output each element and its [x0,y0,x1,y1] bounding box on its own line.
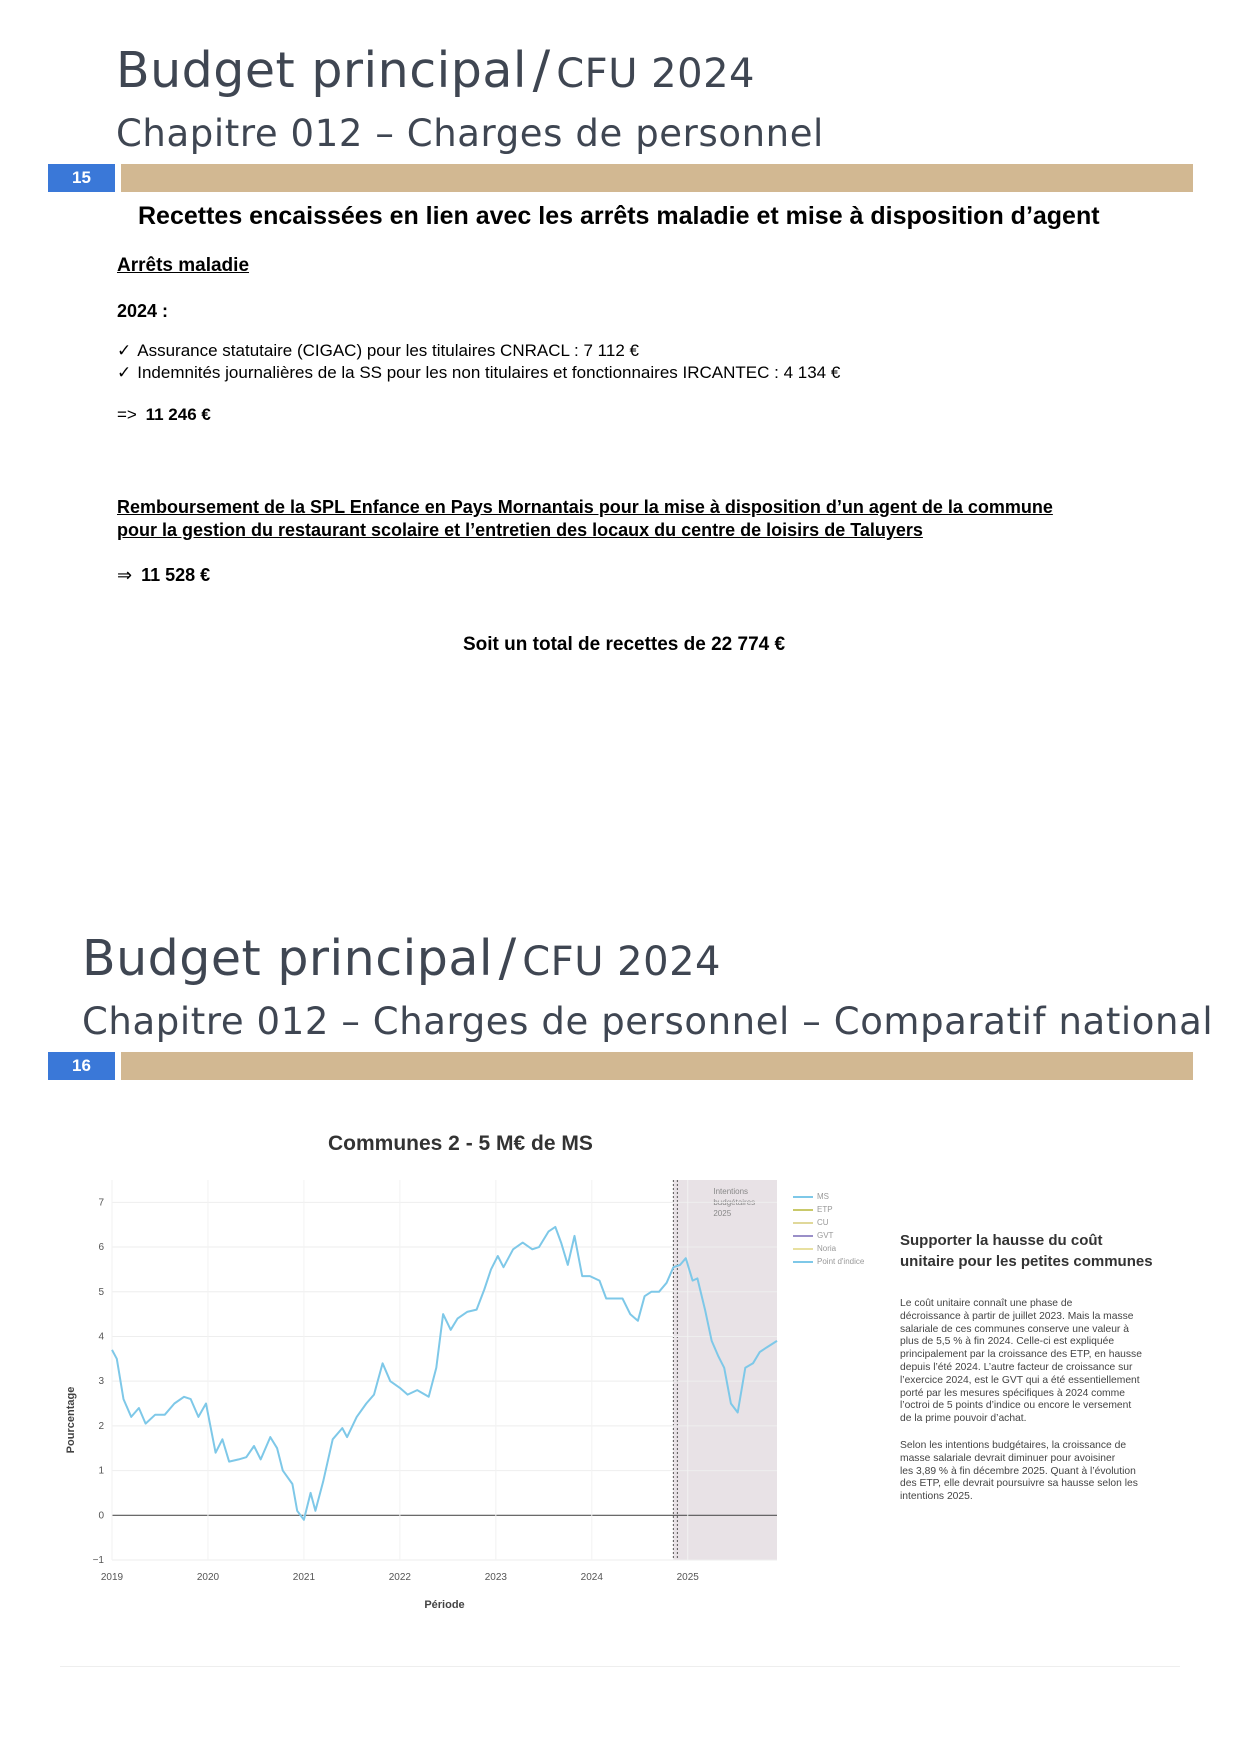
page15-title-main: Budget principal [116,42,528,99]
y-tick-label: 4 [98,1331,104,1343]
check-icon: ✓ [117,341,132,360]
legend-swatch [793,1209,813,1211]
side-title [900,1230,1153,1272]
subtotal-spl-value: 11 528 € [141,565,211,585]
forecast-region-label: 2025 [713,1209,732,1218]
bottom-divider [60,1666,1180,1667]
side-text-line: les 3,89 % à fin décembre 2025. Quant à l’évolution [900,1465,1136,1477]
y-tick-label: 5 [98,1286,104,1298]
section-spl-title [117,496,1053,542]
section-arrets-maladie-title: Arrêts maladie [117,255,250,276]
list-item-text: Assurance statutaire (CIGAC) pour les titulaires CNRACL : 7 112 € [137,341,639,360]
side-text-line: principalement par la croissance des ETP, en hausse [900,1349,1142,1361]
list-item [117,341,840,363]
y-tick-label: −1 [92,1555,104,1566]
x-tick-label: 2025 [676,1572,699,1583]
legend-item [793,1203,864,1216]
list-item [117,363,840,385]
page15-title-slash: / [532,40,551,100]
legend-label: MS [817,1192,829,1201]
legend-swatch [793,1196,813,1198]
y-tick-label: 1 [98,1465,104,1477]
subtotal-spl [117,565,210,586]
page16-header-bar [121,1052,1193,1080]
page16-title-main: Budget principal [82,930,494,987]
side-text-line: Selon les intentions budgétaires, la croissance de [900,1440,1127,1451]
side-text-line: plus de 5,5 % à fin 2024. Celle-ci est expliquée [900,1336,1115,1348]
y-tick-label: 7 [98,1197,104,1209]
side-text-line: décroissance à partir de juillet 2023. Mais la masse [900,1310,1134,1322]
page15-header-bar [121,164,1193,192]
x-tick-label: 2022 [388,1572,412,1583]
side-paragraph-1 [900,1298,1180,1426]
subtotal-arrets [117,405,211,425]
legend-swatch [793,1248,813,1250]
side-text-line: des ETP, elle devrait poursuivre sa hausse selon les [900,1478,1138,1490]
side-text-line: porté par les mesures spécifiques à 2024 comme [900,1387,1125,1399]
y-tick-label: 3 [98,1376,104,1388]
arrow-icon: => [117,405,137,424]
page15-heading: Recettes encaissées en lien avec les arrêts maladie et mise à disposition d’agent [138,202,1100,230]
side-text-line: intentions 2025. [900,1491,973,1503]
y-axis-label: Pourcentage [65,1386,77,1454]
list-item-text: Indemnités journalières de la SS pour les non titulaires et fonctionnaires IRCANTEC : 4 134 € [137,363,841,382]
side-text-line: depuis l’été 2024. L’autre facteur de croissance sur [900,1361,1133,1373]
legend-swatch [793,1235,813,1237]
x-tick-label: 2021 [292,1572,316,1583]
side-text-line: Le coût unitaire connaît une phase de [900,1298,1073,1309]
page16-title-cfu: CFU 2024 [522,939,721,985]
section-spl-title-line2: pour la gestion du restaurant scolaire et l’entretien des locaux du centre de loisirs de Taluyers [117,520,923,540]
y-tick-label: 0 [98,1510,104,1522]
line-chart [60,1180,820,1620]
legend-swatch [793,1222,813,1224]
legend-item [793,1216,864,1229]
legend-label: GVT [817,1231,834,1240]
arrow-icon: ⇒ [117,565,133,585]
legend-swatch [793,1261,813,1263]
side-title-line2: unitaire pour les petites communes [900,1253,1153,1270]
year-label: 2024 : [117,301,169,321]
side-text-line: salariale de ces communes conserve une valeur à [900,1323,1129,1335]
legend-item [793,1242,864,1255]
page15-title-cfu: CFU 2024 [556,51,755,97]
legend-item [793,1229,864,1242]
page15-subtitle: Chapitre 012 – Charges de personnel [116,112,824,155]
section-spl-title-line1: Remboursement de la SPL Enfance en Pays Mornantais pour la mise à disposition d’un agent de la commune [117,497,1053,517]
legend-item [793,1255,864,1268]
side-paragraph-2 [900,1440,1180,1504]
check-icon: ✓ [117,363,132,382]
x-tick-label: 2023 [484,1572,507,1583]
legend-item [793,1190,864,1203]
legend-label: Point d'indice [817,1257,865,1266]
y-tick-label: 2 [98,1420,104,1432]
chart-legend [793,1190,864,1268]
side-text-line: l’octroi de 5 points d’indice ou encore le versement [900,1400,1132,1412]
y-tick-label: 6 [98,1242,104,1254]
legend-label: CU [817,1218,829,1227]
page16-title-slash: / [498,928,517,988]
page16-title [82,928,721,988]
page15-title [116,40,755,100]
side-text-line: de la prime pouvoir d’achat. [900,1413,1027,1425]
side-text-line: l’exercice 2024, est le GVT qui a été essentiellement [900,1374,1140,1386]
total-recettes: Soit un total de recettes de 22 774 € [463,634,786,655]
legend-label: Noria [817,1244,837,1253]
benefit-list [117,341,840,385]
forecast-region-label: budgétaires [713,1198,756,1207]
chart-root [65,1180,777,1611]
x-tick-label: 2020 [196,1572,220,1583]
page16-number-badge: 16 [48,1052,115,1080]
x-tick-label: 2024 [580,1572,603,1583]
side-text-line: masse salariale devrait diminuer pour avoisiner [900,1452,1116,1464]
legend-label: ETP [817,1205,833,1214]
chart-title: Communes 2 - 5 M€ de MS [328,1132,593,1155]
side-title-line1: Supporter la hausse du coût [900,1232,1103,1249]
subtotal-arrets-value: 11 246 € [145,405,211,424]
page16-subtitle: Chapitre 012 – Charges de personnel – Comparatif national [82,1000,1214,1043]
x-tick-label: 2019 [100,1572,124,1583]
x-axis-label: Période [424,1599,465,1611]
forecast-region-label: Intentions [713,1187,749,1196]
page15-number-badge: 15 [48,164,115,192]
